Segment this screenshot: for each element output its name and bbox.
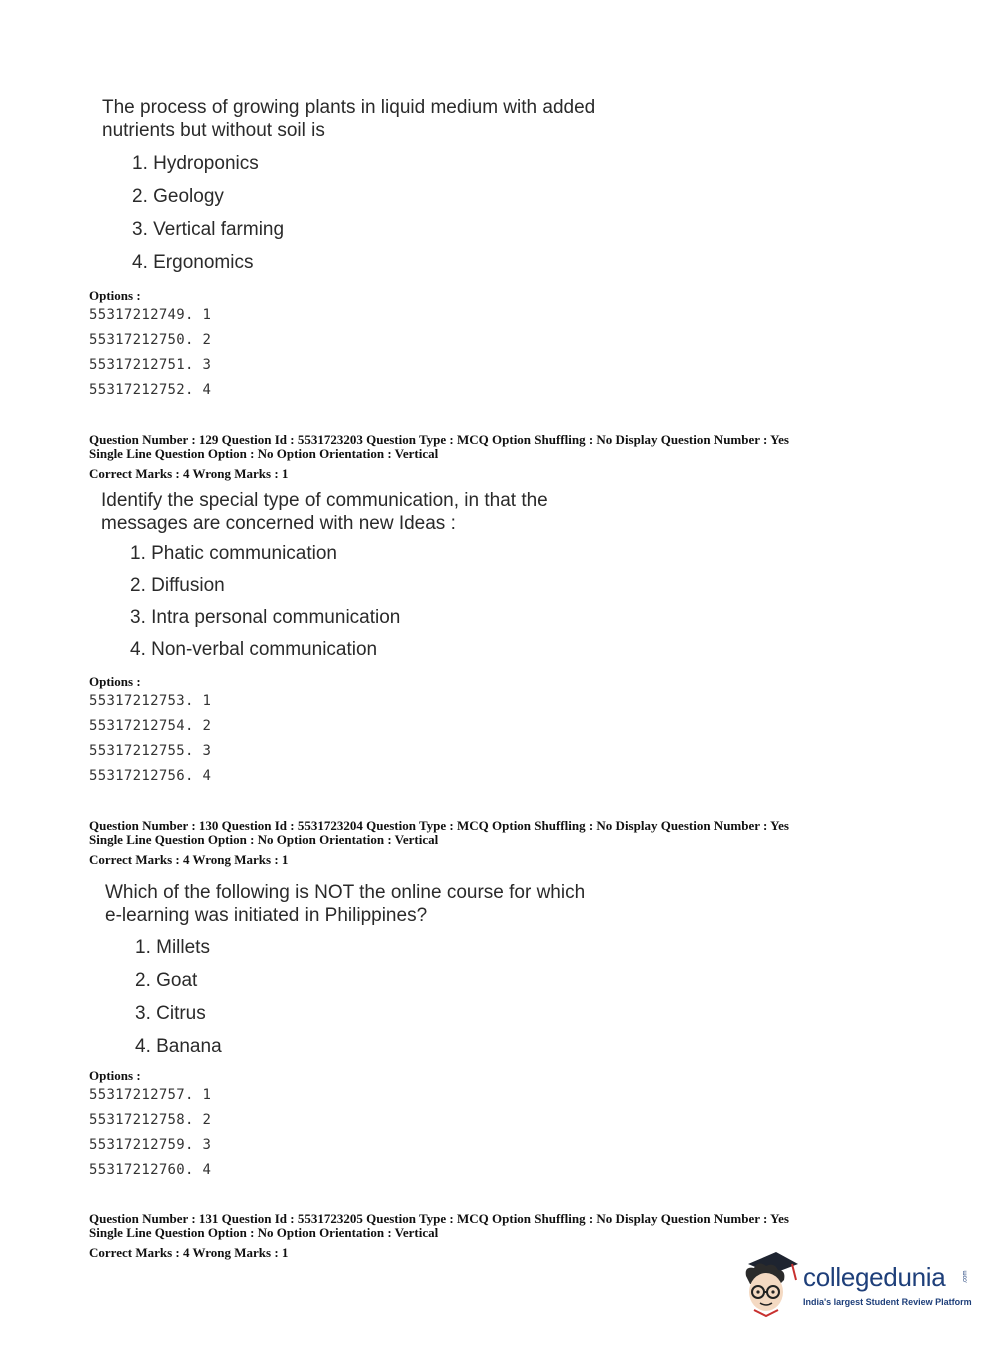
question-131-marks: Correct Marks : 4 Wrong Marks : 1 [89,1245,289,1260]
question-129-option-id-4: 55317212756. 4 [89,768,212,784]
logo-brand-text: collegedunia [803,1262,946,1292]
question-128-choice-2: 2. Geology [132,186,224,207]
logo-tagline: India's largest Student Review Platform [803,1297,972,1307]
collegedunia-logo [740,1250,970,1320]
question-130-option-id-3: 55317212759. 3 [89,1137,212,1153]
question-130-options-label: Options : [89,1068,141,1083]
question-129-marks: Correct Marks : 4 Wrong Marks : 1 [89,466,289,481]
question-129-text: Identify the special type of communication, in that the messages are concerned with new Ideas : [101,490,548,534]
question-128-option-id-1: 55317212749. 1 [89,307,212,323]
question-128-option-id-4: 55317212752. 4 [89,382,212,398]
question-129-option-id-2: 55317212754. 2 [89,718,212,734]
question-130-meta-line-1: Question Number : 130 Question Id : 5531723204 Question Type : MCQ Option Shuffling : No Display Question Number : Yes [89,818,789,833]
question-128-options-label: Options : [89,288,141,303]
question-131-meta-line-2: Single Line Question Option : No Option Orientation : Vertical [89,1225,439,1240]
mascot-icon [740,1250,800,1318]
question-130-choice-4: 4. Banana [135,1036,222,1057]
question-128-text: The process of growing plants in liquid medium with added nutrients but without soil is [102,97,596,141]
question-129-choice-4: 4. Non-verbal communication [130,639,378,660]
question-129-choice-3: 3. Intra personal communication [130,607,401,628]
question-128-choice-1: 1. Hydroponics [132,153,259,174]
question-129-choice-1: 1. Phatic communication [130,543,337,564]
question-129-option-id-1: 55317212753. 1 [89,693,212,709]
question-129-options-label: Options : [89,674,141,689]
question-130-meta-line-2: Single Line Question Option : No Option Orientation : Vertical [89,832,439,847]
question-130-option-id-4: 55317212760. 4 [89,1162,212,1178]
question-129-option-id-3: 55317212755. 3 [89,743,212,759]
question-130-choice-3: 3. Citrus [135,1003,206,1024]
question-130-choice-1: 1. Millets [135,937,210,958]
question-130-option-id-1: 55317212757. 1 [89,1087,212,1103]
question-130-option-id-2: 55317212758. 2 [89,1112,212,1128]
question-130-text: Which of the following is NOT the online course for which e-learning was initiated in Philippines? [105,882,586,926]
question-129-meta-line-2: Single Line Question Option : No Option Orientation : Vertical [89,446,439,461]
question-128-choice-3: 3. Vertical farming [132,219,285,240]
question-129-meta-line-1: Question Number : 129 Question Id : 5531723203 Question Type : MCQ Option Shuffling : No Display Question Number : Yes [89,432,789,447]
question-130-choice-2: 2. Goat [135,970,198,991]
question-128-option-id-3: 55317212751. 3 [89,357,212,373]
question-129-choice-2: 2. Diffusion [130,575,225,596]
question-131-meta-line-1: Question Number : 131 Question Id : 5531723205 Question Type : MCQ Option Shuffling : No Display Question Number : Yes [89,1211,789,1226]
question-128-choice-4: 4. Ergonomics [132,252,254,273]
question-128-option-id-2: 55317212750. 2 [89,332,212,348]
question-130-marks: Correct Marks : 4 Wrong Marks : 1 [89,852,289,867]
logo-com-text: .com [962,1270,969,1284]
